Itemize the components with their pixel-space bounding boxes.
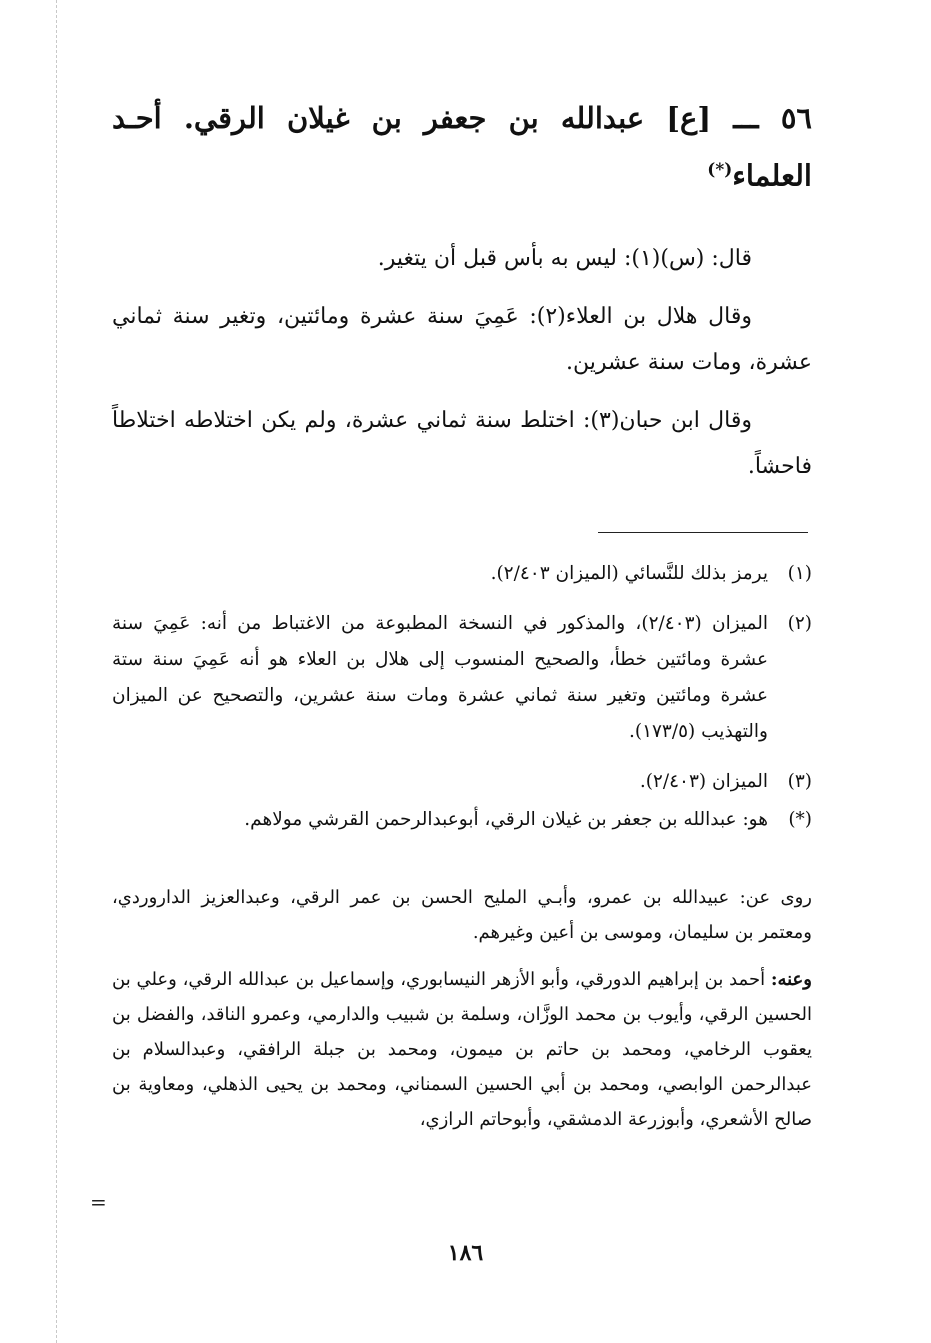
entry-title: [ع] عبدالله بن جعفر بن غيلان الرقي. أحـد العلماء — [112, 101, 812, 193]
main-text — [112, 236, 812, 502]
footnote-separator — [598, 532, 808, 533]
footnote-number: (١) — [787, 563, 812, 584]
footnote-text: الميزان (٢/٤٠٣)، والمذكور في النسخة المطبوعة من الاغتباط من أنه: عَمِيَ سنة عشرة ومائتين خطأ، والصحيح المنسوب إلى هلال بن العلاء هو أنه عَمِيَ سنة ستة عشرة ومائتين وتغير سنة ثماني عشرة ومات سنة عشرين، والتصحيح عن الميزان والتهذيب (١٧٣/٥). — [112, 613, 768, 742]
footnote-1 — [112, 556, 812, 592]
entry-number: ٥٦ — [780, 101, 812, 135]
entry-footnote-marker: (*) — [707, 160, 733, 180]
margin-guide-line — [56, 0, 57, 1343]
footnote-text: يرمز بذلك للنَّسائي (الميزان ٢/٤٠٣). — [490, 563, 768, 584]
page-number: ١٨٦ — [447, 1240, 484, 1266]
footnote-text: هو: عبدالله بن جعفر بن غيلان الرقي، أبوعبدالرحمن القرشي مولاهم. — [244, 809, 768, 830]
biography-section — [112, 880, 812, 1149]
paragraph-nasai: قال: (س)(١): ليس به بأس قبل أن يتغير. — [377, 246, 752, 271]
footnote-star — [112, 802, 812, 838]
footnote-2 — [112, 606, 812, 750]
narrated-from-paragraph: روى عن: عبيدالله بن عمرو، وأبـي المليح الحسن بن عمر الرقي، وعبدالعزيز الداروردي، ومعتمر بن سليمان، وموسى بن أعين وغيرهم. — [112, 887, 812, 943]
narrators-lead: وعنه: — [770, 969, 812, 990]
footnote-3 — [112, 764, 812, 800]
footnote-number: (٢) — [787, 613, 812, 634]
paragraph-hilal: وقال هلال بن العلاء(٢): عَمِيَ سنة عشرة ومائتين، وتغير سنة ثماني عشرة، ومات سنة عشرين. — [112, 304, 812, 375]
narrators-list: أحمد بن إبراهيم الدورقي، وأبو الأزهر النيسابوري، وإسماعيل بن عبدالله الرقي، وعلي بن الحسين الرقي، وأيوب بن محمد الوزَّان، وسلمة بن شبيب والدارمي، وعمرو الناقد، والفضل بن يعقوب الرخامي، ومحمد بن حاتم بن ميمون، ومحمد بن جبلة الرافقي، وعبدالسلام بن عبدالرحمن الوابصي، ومحمد بن أبي الحسين السمناني، ومحمد بن يحيى الذهلي، ومعاوية بن صالح الأشعري، وأبوزرعة الدمشقي، وأبوحاتم الرازي، — [112, 969, 812, 1130]
footnote-text: الميزان (٢/٤٠٣). — [639, 771, 768, 792]
entry-heading — [112, 92, 812, 202]
footnote-number: (*) — [788, 809, 812, 830]
footnote-number: (٣) — [787, 771, 812, 792]
footnotes — [112, 556, 812, 852]
narrators-paragraph — [112, 962, 812, 1137]
paragraph-ibn-hibban: وقال ابن حبان(٣): اختلط سنة ثماني عشرة، ولم يكن اختلاطه اختلاطاً فاحشاً. — [112, 408, 812, 479]
entry-dash: ـــ — [733, 101, 759, 135]
continuation-mark: = — [90, 1190, 107, 1214]
